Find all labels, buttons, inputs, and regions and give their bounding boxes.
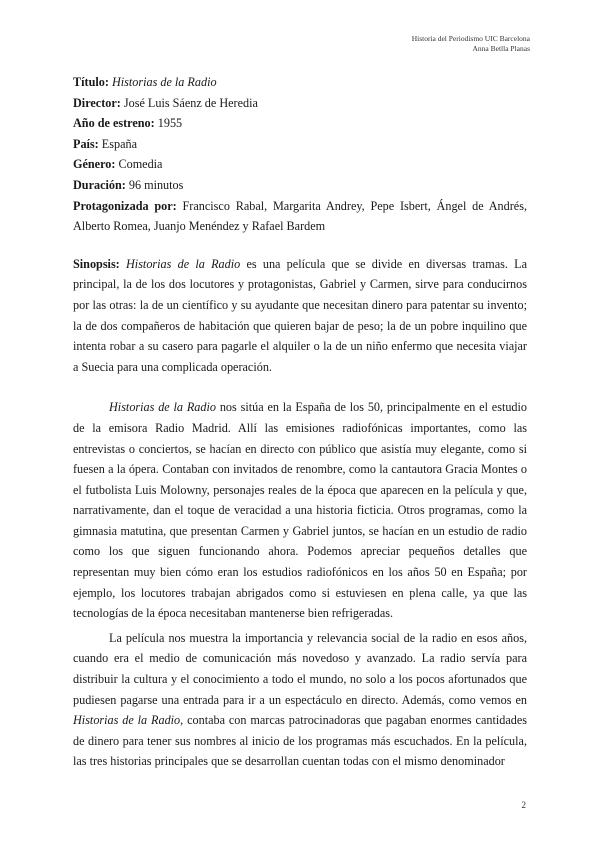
meta-year-value: 1955: [157, 116, 183, 131]
synopsis-film-title: Historias de la Radio: [126, 256, 241, 271]
meta-cast-value: Francisco Rabal, Margarita Andrey, Pepe Isbert, Ángel de Andrés, Alberto Romea, Juanjo Menéndez y Rafael Bardem: [73, 198, 527, 234]
meta-title-label: Título:: [73, 75, 109, 89]
paragraph-2-text-before: La película nos muestra la importancia y relevancia social de la radio en esos años, cuando era el medio de comunicación más novedoso y avanzado. La radio servía para distribuir la cultura y el conocimiento a todo el mundo, no solo a los pocos afortunados que pudiesen pagarse una entrada para ir a un espectáculo en directo. Además, como vemos en: [73, 630, 527, 707]
paragraph-1-film-title: Historias de la Radio: [109, 400, 216, 415]
meta-director-label: Director:: [73, 95, 121, 110]
meta-year-label: Año de estreno:: [73, 116, 155, 131]
meta-year: [73, 113, 527, 134]
body-paragraph-1: [73, 397, 527, 624]
meta-genre-label: Género:: [73, 157, 116, 172]
meta-title-value: Historias de la Radio: [111, 75, 217, 89]
review-body: [73, 397, 527, 772]
meta-director: [73, 93, 527, 114]
paragraph-1-text: nos sitúa en la España de los 50, principalmente en el estudio de la emisora Radio Madrid. Allí las emisiones radiofónicas importantes, como las entrevistas o conciertos, se hacían en directo con público que asistía muy elegante, como si fuesen a la ópera. Contaban con invitados de renombre, como la cantautora Gracia Montes o el futbolista Luis Molowny, personajes reales de la época que aparecen en la película y que, narrativamente, dan el toque de veracidad a una historia ficticia. Otros programas, como la gimnasia matutina, que presentan Carmen y Gabriel juntos, se hacían en un estudio de radio como los que siguen funcionando ahora. Podemos apreciar pequeños detalles que representan muy bien cómo eran los estudios radiofónicos en los años 50 en España; por ejemplo, los locutores trabajan abrigados como si estuviesen en plena calle, ya que las tecnologías de la época necesitaban mantenerse bien refrigeradas.: [73, 400, 527, 621]
synopsis-paragraph: [73, 254, 527, 378]
meta-country-value: España: [101, 136, 137, 151]
meta-cast-label: Protagonizada por:: [73, 198, 177, 213]
page-content: [73, 72, 527, 772]
paragraph-2-text-after: , contaba con marcas patrocinadoras que pagaban enormes cantidades de dinero para tener sus nombres al inicio de los programas más escuchados. En la película, las tres historias principales que se desarrollan cuentan todas con el mismo denominador: [73, 713, 527, 769]
paragraph-2-film-title: Historias de la Radio: [73, 713, 181, 728]
film-metadata: [73, 72, 527, 237]
meta-genre: [73, 154, 527, 175]
meta-duration-label: Duración:: [73, 177, 126, 192]
meta-cast: [73, 196, 527, 237]
meta-title: [73, 72, 527, 93]
page-header: [412, 34, 530, 54]
meta-director-value: José Luis Sáenz de Heredia: [123, 95, 258, 110]
page-number: 2: [521, 800, 526, 810]
meta-country-label: País:: [73, 136, 99, 151]
meta-duration: [73, 175, 527, 196]
meta-country: [73, 134, 527, 155]
meta-genre-value: Comedia: [118, 157, 163, 172]
body-paragraph-2: [73, 628, 527, 772]
meta-duration-value: 96 minutos: [128, 177, 184, 192]
synopsis-label: Sinopsis:: [73, 256, 120, 271]
synopsis-text: es una película que se divide en diversas tramas. La principal, la de los dos locutores y protagonistas, Gabriel y Carmen, sirve para conducirnos por las otras: la de un científico y su ayudante que necesitan dinero para patentar su invento; la de dos compañeros de habitación que quieren bajar de peso; la de un pobre inquilino que intenta robar a su casero para pagarle el alquiler o la de un niño enfermo que necesita viajar a Suecia para una complicada operación.: [73, 256, 527, 374]
header-author: Anna Betlla Planas: [472, 44, 530, 53]
header-course: Historia del Periodismo UIC Barcelona: [411, 34, 530, 43]
synopsis-section: [73, 254, 527, 378]
